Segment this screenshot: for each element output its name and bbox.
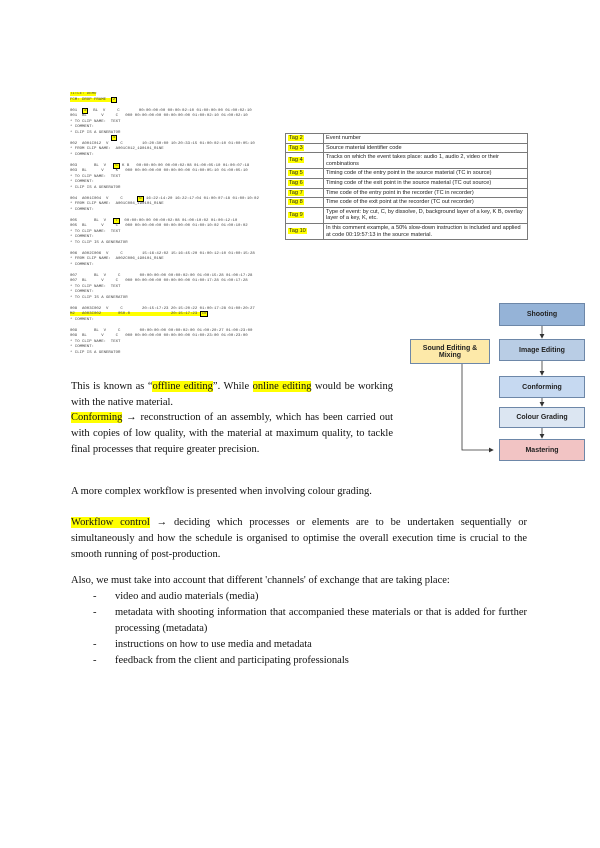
node-colour-grading: Colour Grading [499, 407, 585, 428]
arrow-sound-to-mastering [462, 360, 493, 450]
tag-row [286, 153, 528, 169]
tag-label: Tag 4 [289, 157, 303, 164]
edl-line: 004 A001C004 V C 6 16:22:14:20 16:22:17:04 01:00:07:18 01:00:10:02 [70, 196, 259, 201]
edl-line: 005 BL V C 000 00:00:00:00 00:00:00:00 01:00:10:02 01:00:10:02 [70, 224, 248, 228]
edl-tag-marker: 3 [84, 108, 87, 113]
edl-line: 002 A001C012 V C 10:20:30:00 10:20:33:15 01:00:02:10 01:00:05:10 [70, 141, 255, 146]
tag-description-table [285, 133, 528, 240]
edl-line: * CLIP IS A GENERATOR [70, 130, 121, 135]
tag-description: Time code of the entry point in the recorder (TC in recorder) [324, 188, 528, 198]
edl-line: * FROM CLIP NAME: A001C004_190101_R1NE [70, 202, 164, 206]
colour-grading-paragraph: A more complex workflow is presented when involving colour grading. [71, 486, 372, 497]
edl-line: * COMMENT: [70, 207, 95, 212]
edl-line: 003 BL V 5 K B 00:00:00:00 00:00:02:08 01:00:05:10 01:00:07:18 [70, 163, 250, 168]
edl-line: 006 A002C006 V C 15:16:42:02 15:16:45:20 01:00:12:10 01:00:15:28 [70, 251, 255, 256]
edl-line: 009 BL V C 000 00:00:00:00 00:00:00:00 01:00:23:00 01:00:23:00 [70, 334, 248, 338]
edl-line: * COMMENT: [70, 345, 95, 349]
node-mastering: Mastering [499, 439, 585, 461]
edl-listing [70, 92, 282, 360]
tag-description: Timing code of the entry point in the source material (TC in source) [324, 169, 528, 179]
edl-tag-marker: 5 [115, 163, 118, 168]
tag-description: Event number [324, 134, 528, 144]
workflow-diagram [402, 298, 582, 464]
tag-description: Tracks on which the event takes place: audio 1, audio 2, video or their combinations [324, 153, 528, 169]
tag-row [286, 188, 528, 198]
tag-row [286, 169, 528, 179]
list-item: - video and audio materials (media) [71, 589, 527, 605]
edl-line: * COMMENT: [70, 290, 95, 294]
tag-description: Timing code of the exit point in the source material (TC out source) [324, 178, 528, 188]
edl-line: * TO CLIP NAME: TEXT [70, 119, 121, 124]
tag-label: Tag 2 [289, 135, 303, 141]
edl-line: * FROM CLIP NAME: A001C012_190101_R1NE [70, 147, 164, 151]
edl-line: * TO CLIP IS A GENERATOR [70, 295, 128, 300]
edl-line: TITLE: DEMO [70, 92, 97, 96]
edl-line: 005 BL V 7 00:00:00:00 00:00:02:08 01:00:10:02 01:00:12:10 [70, 218, 238, 223]
edl-line: * TO CLIP NAME: TEXT [70, 229, 121, 234]
edl-line: 003 BL V K 000 00:00:00:00 00:00:00:00 01:00:05:10 01:00:05:10 [70, 169, 248, 173]
tag-label: Tag 10 [289, 228, 306, 235]
node-sound-editing: Sound Editing & Mixing [410, 339, 490, 364]
tag-description: Type of event: by cut, C, by dissolve, D, background layer of a key, K B, overlay layer of a key, K, etc. [324, 207, 528, 223]
tag-label: Tag 8 [289, 199, 303, 206]
offline-editing-term: offline editing [152, 381, 213, 392]
tag-label: Tag 6 [289, 179, 303, 186]
tag-label: Tag 5 [289, 170, 303, 177]
channels-list [71, 589, 527, 669]
edl-line: M2 A003C002 050.0 20:15:17:23 10 [70, 312, 207, 316]
edl-tag-marker: 7 [115, 218, 118, 223]
edl-tag-marker: 4 [112, 136, 116, 140]
offline-editing-paragraph [71, 379, 393, 411]
edl-line: 008 A003C002 V C 20:15:17:23 20:15:20:22 01:00:17:28 01:00:20:27 [70, 306, 255, 311]
edl-line: * FROM CLIP NAME: A002C006_190101_R1NE [70, 257, 164, 261]
p1-text-a: This is known as “ [71, 381, 153, 392]
tag-description: Source material identifier code [324, 143, 528, 153]
edl-tag-marker: 2 [112, 97, 116, 102]
edl-line: * TO CLIP IS A GENERATOR [70, 240, 128, 245]
edl-line: * COMMENT: [70, 317, 95, 322]
tag-label: Tag 3 [289, 144, 303, 151]
tag-row [286, 223, 528, 239]
edl-line: 007 BL V C 000 00:00:00:00 00:00:00:00 01:00:17:28 01:00:17:28 [70, 279, 248, 283]
tag-row [286, 134, 528, 144]
conforming-term: Conforming [71, 412, 123, 423]
edl-line: 001 3 BL V C 00:00:00:00 00:00:02:10 01:00:00:00 01:00:02:10 [70, 108, 252, 113]
conforming-paragraph [71, 410, 393, 458]
tag-row [286, 143, 528, 153]
edl-line: * COMMENT: [70, 262, 95, 267]
edl-line: * COMMENT: [70, 180, 95, 184]
tag-label: Tag 9 [289, 212, 303, 219]
p1-text-b: ”. While [212, 381, 253, 392]
edl-line: * COMMENT: [70, 235, 95, 239]
edl-line: * COMMENT: [70, 152, 95, 157]
tag-label: Tag 7 [289, 189, 303, 196]
p1-text-c: would be working with the native material. [71, 381, 393, 408]
node-conforming: Conforming [499, 376, 585, 398]
tag-row [286, 207, 528, 223]
workflow-control-term: Workflow control [71, 517, 150, 528]
edl-tag-marker: 6 [139, 196, 142, 201]
tag-description: Time code of the exit point at the recorder (TC out recorder) [324, 198, 528, 208]
edl-line: * COMMENT: [70, 125, 95, 129]
tag-row [286, 198, 528, 208]
list-item: - instructions on how to use media and metadata [71, 637, 527, 653]
list-item: - feedback from the client and participating professionals [71, 653, 527, 669]
edl-line [70, 136, 117, 141]
edl-line: * TO CLIP NAME: TEXT [70, 174, 121, 179]
edl-tag-marker: 10 [201, 312, 207, 316]
online-editing-term: online editing [252, 381, 312, 392]
edl-line: * CLIP IS A GENERATOR [70, 350, 121, 355]
edl-line: * TO CLIP NAME: TEXT [70, 339, 121, 344]
workflow-control-paragraph [71, 515, 527, 563]
edl-line: 001 BL V C 000 00:00:00:00 00:00:00:00 01:00:02:10 01:00:02:10 [70, 114, 248, 118]
channels-intro: Also, we must take into account that different 'channels' of exchange that are taking place: [71, 575, 450, 586]
tag-description: In this comment example, a 50% slow-down instruction is included and applied at code 00:19:57:13 in the source material. [324, 223, 528, 239]
edl-line: * CLIP IS A GENERATOR [70, 185, 121, 190]
list-item: - metadata with shooting information that accompanied these materials or that is added for further processing (metadata) [71, 605, 527, 637]
tag-row [286, 178, 528, 188]
node-image-editing: Image Editing [499, 339, 585, 361]
workflow-control-definition: → deciding which processes or elements are to be undertaken sequentially or simultaneously and how the schedule is organised to optimise the overall execution time is crucial to the smooth running of post-production. [71, 517, 528, 560]
edl-line: 009 BL V C 00:00:00:00 00:00:02:00 01:00:20:27 01:00:23:00 [70, 328, 253, 333]
edl-line: FCM: DROP FRAME 2 [70, 97, 116, 102]
node-shooting: Shooting [499, 303, 585, 326]
edl-line: 007 BL V C 00:00:00:00 00:00:02:00 01:00:15:28 01:00:17:28 [70, 273, 253, 278]
conforming-definition: → reconstruction of an assembly, which has been carried out with copies of low quality, with the material at maximum quality, to tackle final processes that require greater precision. [71, 412, 393, 455]
edl-line: * TO CLIP NAME: TEXT [70, 284, 121, 289]
